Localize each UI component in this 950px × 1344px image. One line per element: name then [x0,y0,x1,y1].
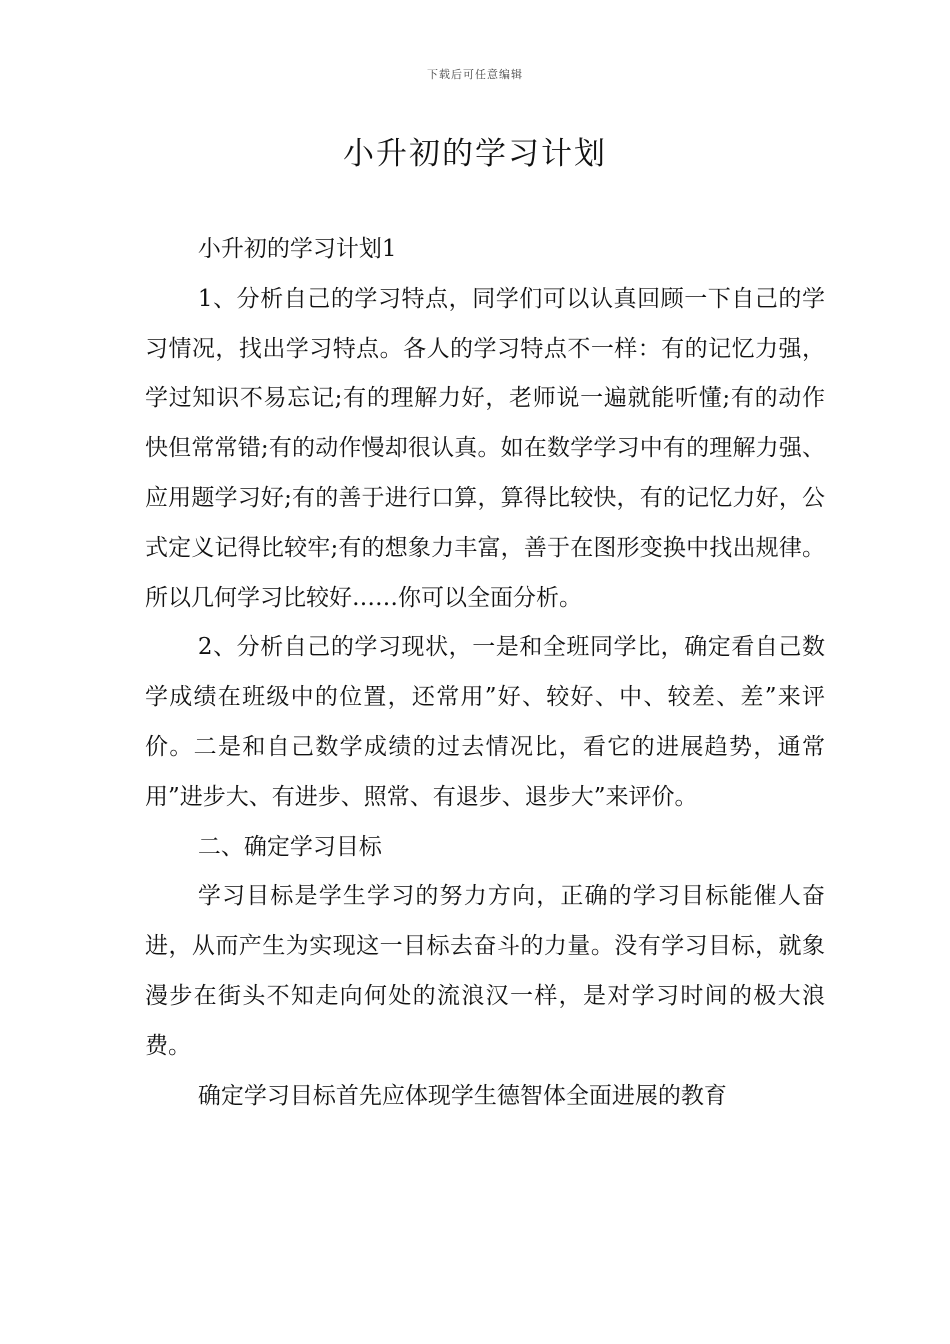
section-heading: 二、确定学习目标 [197,833,382,860]
paragraph: 确定学习目标首先应体现学生德智体全面进展的教育 [197,1082,727,1109]
page-title: 小升初的学习计划 [343,136,607,172]
paragraph: 1、分析自己的学习特点，同学们可以认真回顾一下自己的学习情况，找出学习特点。各人的学习特点不一样：有的记忆力强，学过知识不易忘记;有的理解力好，老师说一遍就能听懂;有的动作快但常常错;有的动作慢却很认真。如在数学学习中有的理解力强、应用题学习好;有的善于进行口算，算得比较快，有的记忆力好，公式定义记得比较牢;有的想象力丰富，善于在图形变换中找出规律。所以几何学习比较好……你可以全面分析。 [145,285,825,611]
section-heading: 小升初的学习计划1 [197,236,397,262]
header-note: 下载后可任意编辑 [427,68,523,81]
document-body [145,225,825,1121]
paragraph: 2、分析自己的学习现状，一是和全班同学比，确定看自己数学成绩在班级中的位置，还常用”好、较好、中、较差、差”来评价。二是和自己数学成绩的过去情况比，看它的进展趋势，通常用”进步大、有进步、照常、有退步、退步大”来评价。 [145,634,825,810]
paragraph: 学习目标是学生学习的努力方向，正确的学习目标能催人奋进，从而产生为实现这一目标去奋斗的力量。没有学习目标，就象漫步在街头不知走向何处的流浪汉一样，是对学习时间的极大浪费。 [145,883,825,1059]
